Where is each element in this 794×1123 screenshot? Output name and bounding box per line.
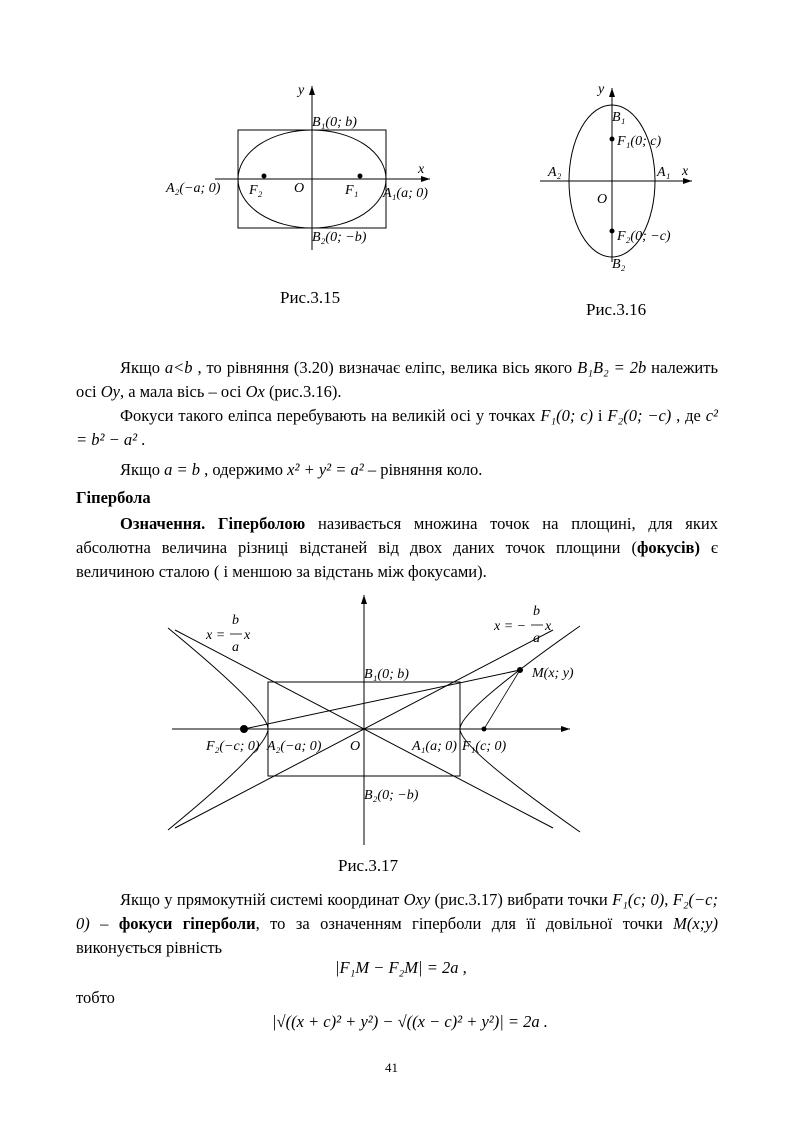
asymptote-right-x: x — [545, 619, 552, 634]
origin-label: O — [350, 739, 361, 754]
m-label: M(x; y) — [532, 666, 574, 681]
math: Oxy — [403, 890, 431, 909]
focus-f1-point — [482, 727, 486, 731]
b2-label: B₂ — [612, 257, 626, 272]
text: , а мала вісь – осі — [119, 382, 246, 401]
math: c² = b² − a² — [76, 406, 718, 449]
y-label: y — [298, 83, 305, 98]
caption-fig-3-15: Рис.3.15 — [280, 288, 341, 307]
text: і — [593, 406, 608, 425]
text: , то за означенням гіперболи для її довільної точки — [255, 914, 674, 933]
text: , — [664, 890, 673, 909]
bold-term: фокуси гіперболи — [118, 914, 256, 933]
formula-focal-difference — [335, 958, 467, 978]
math: |F₁M − F₂M| = 2a , — [335, 958, 467, 977]
bold-term: Означення. Гіперболою — [120, 514, 306, 533]
figures-ellipse — [0, 0, 794, 330]
math: x² + y² = a² — [287, 460, 364, 479]
text: Фокуси такого еліпса перебувають на великій осі у точках — [120, 406, 541, 425]
text: Якщо — [120, 358, 165, 377]
focus-f2-point — [241, 726, 248, 733]
text: є величиною сталою ( і меншою за відстань між фокусами). — [76, 538, 718, 581]
x-label: x — [418, 162, 425, 177]
math: Oy — [100, 382, 120, 401]
text: , одержимо — [200, 460, 288, 479]
f1-label: F₁ — [345, 183, 359, 198]
x-label: x — [682, 164, 689, 179]
focus-f1-point — [610, 137, 614, 141]
paragraph-foci — [76, 404, 718, 452]
paragraph-circle — [76, 458, 718, 482]
math: F₂(0; −c) — [607, 406, 672, 425]
page-number: 41 — [385, 1060, 398, 1075]
math: F₁(c; 0) — [612, 890, 665, 909]
fig-3-15 — [215, 86, 430, 250]
b2-label: B₂(0; −b) — [312, 230, 367, 245]
f1-label: F₁(c; 0) — [462, 739, 507, 754]
focus-f1-point — [358, 174, 362, 178]
f2-label: F₂(−c; 0) — [206, 739, 260, 754]
math: M(x;y) — [673, 914, 719, 933]
text: – — [89, 914, 119, 933]
asymptote-left-num: b — [232, 613, 239, 628]
text: – рівняння коло. — [363, 460, 483, 479]
math: |√((x + c)² + y²) − √((x − c)² + y²)| = 2a . — [272, 1012, 548, 1031]
a1-label: A₁ — [657, 165, 671, 180]
section-heading: Гіпербола — [76, 488, 151, 507]
b1-label: B₁(0; b) — [312, 115, 357, 130]
text: Якщо у прямокутній системі координат — [120, 890, 404, 909]
caption-fig-3-16: Рис.3.16 — [586, 300, 647, 319]
math: a = b — [164, 460, 200, 479]
b1-label: B₁(0; b) — [364, 667, 409, 682]
focus-f2-point — [610, 229, 614, 233]
b2-label: B₂(0; −b) — [364, 788, 419, 803]
paragraph-tobto — [76, 986, 718, 1010]
fig-3-17 — [0, 590, 794, 850]
asymptote-left-x: x — [244, 628, 251, 643]
a1-label: A₁(a; 0) — [383, 186, 428, 201]
asymptote-right-den: a — [533, 631, 540, 646]
paragraph-hyperbola-foci — [76, 888, 718, 960]
focus-f2-point — [262, 174, 266, 178]
text: (рис.3.17) вибрати точки — [430, 890, 613, 909]
origin-label: O — [294, 181, 305, 196]
asymptote-right-lhs: x = − — [494, 619, 527, 634]
b1-label: B₁ — [612, 110, 626, 125]
f1-label: F₁(0; c) — [617, 134, 662, 149]
a2-label: A₂ — [548, 165, 562, 180]
caption-fig-3-17: Рис.3.17 — [338, 856, 399, 875]
asymptote-left-den: a — [232, 640, 239, 655]
math: B₁B₂ = 2b — [577, 358, 647, 377]
math: F₂(−c; 0) — [76, 890, 718, 933]
text: називається множина точок на площині, для яких абсолютна величина різниці відстаней від двох даних точок площини ( — [76, 514, 718, 557]
text: . — [137, 430, 146, 449]
text: тобто — [76, 988, 115, 1007]
text: (рис.3.16). — [264, 382, 342, 401]
math: F₁(0; c) — [540, 406, 594, 425]
f2-label: F₂ — [249, 183, 263, 198]
origin-label: O — [597, 192, 608, 207]
segment-f1-m — [484, 670, 520, 729]
text: Якщо — [120, 460, 165, 479]
text: належить осі — [76, 358, 718, 401]
a2-label: A₂(−a; 0) — [267, 739, 322, 754]
a1-label: A₁(a; 0) — [412, 739, 457, 754]
point-m — [518, 668, 523, 673]
paragraph-ellipse-axes — [76, 356, 718, 404]
math: Ox — [245, 382, 265, 401]
text: , то рівняння (3.20) визначає еліпс, велика вісь якого — [192, 358, 578, 377]
text: , де — [671, 406, 706, 425]
paragraph-definition — [76, 512, 718, 584]
asymptote-left-lhs: x = — [206, 628, 226, 643]
y-label: y — [598, 82, 605, 97]
math: a<b — [164, 358, 193, 377]
asymptote-right-num: b — [533, 604, 540, 619]
formula-distances — [272, 1012, 548, 1032]
f2-label: F₂(0; −c) — [617, 229, 671, 244]
text: виконується рівність — [76, 938, 223, 957]
bold-term: фокусів) — [636, 538, 700, 557]
a2-label: A₂(−a; 0) — [166, 181, 221, 196]
